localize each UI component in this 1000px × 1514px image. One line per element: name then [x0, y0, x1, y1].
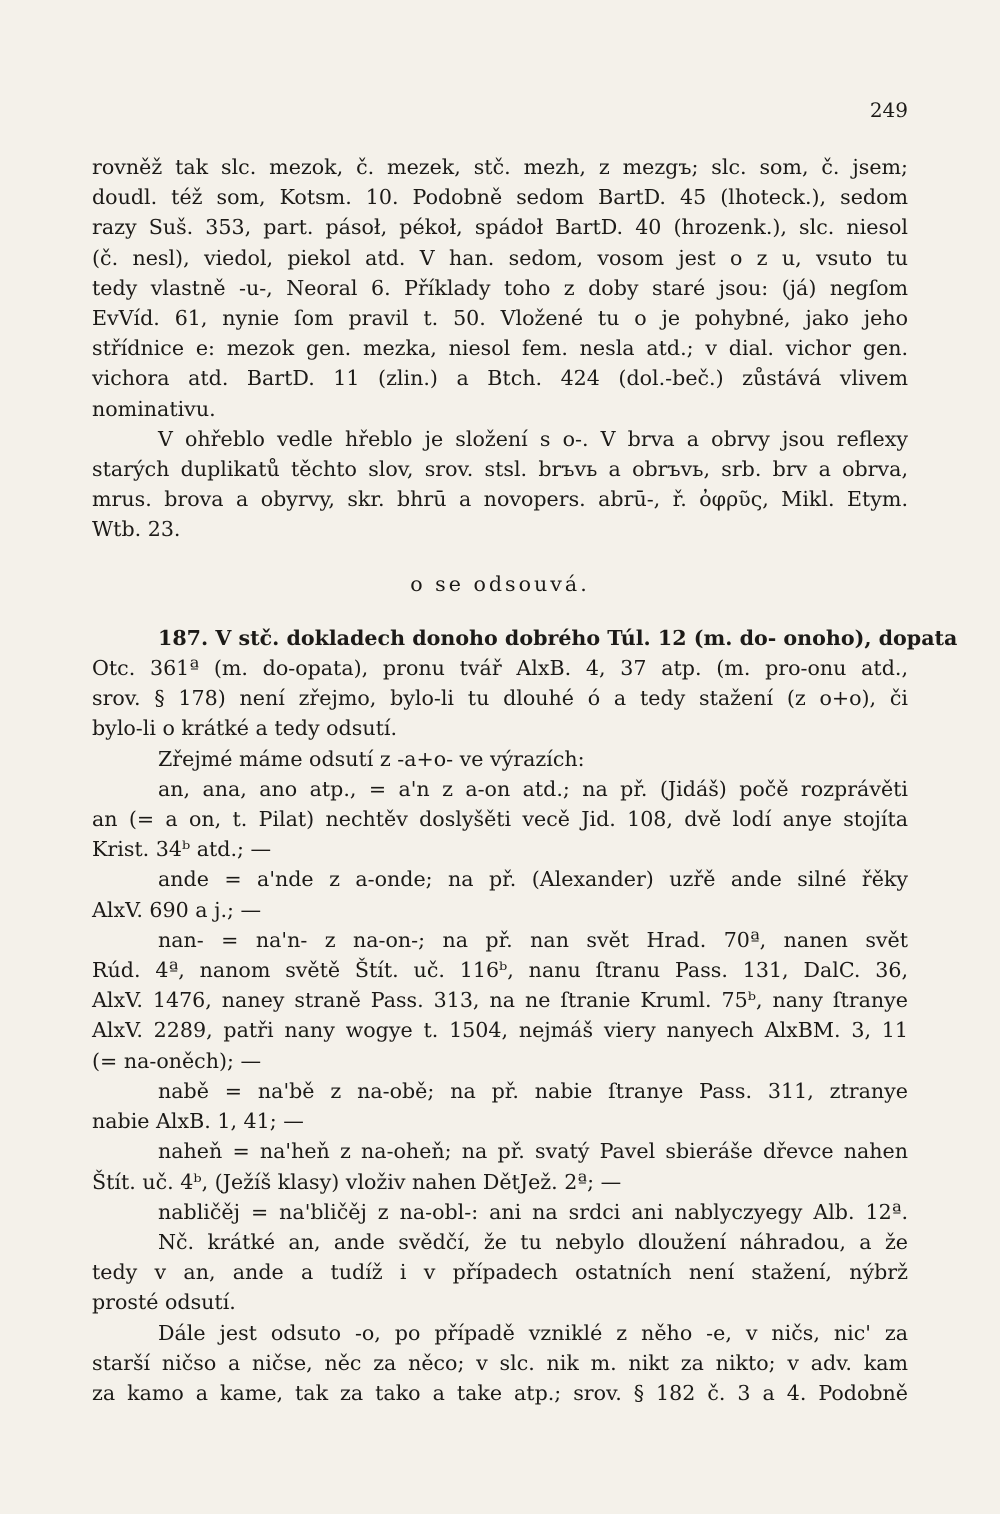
text-line: doudl. též som, Kotsm. 10. Podobně sedom BartD. 45 (lhoteck.), sedom	[92, 185, 908, 210]
text-line: naheň = na'heň z na-oheň; na př. svatý Pavel sbieráše dřevce nahen	[158, 1139, 908, 1164]
text-line: Zřejmé máme odsutí z -a+o- ve výrazích:	[158, 746, 585, 771]
text-line: V ohřeblo vedle hřeblo je složení s o-. V brva a obrvy jsou reflexy	[158, 426, 908, 451]
text-line: Wtb. 23.	[92, 517, 181, 542]
text-line: tedy v an, ande a tudíž i v případech ostatních není stažení, nýbrž	[92, 1260, 908, 1285]
text-line: razy Suš. 353, part. pásoł, pékoł, spádoł BartD. 40 (hrozenk.), slc. niesol	[92, 215, 908, 240]
page-number: 249	[869, 98, 908, 122]
text-line: mrus. brova a obyrvy, skr. bhrū a novopers. abrū-, ř. ὀφρῦς, Mikl. Etym.	[92, 487, 908, 512]
text-line: ande = a'nde z a-onde; na př. (Alexander) uzřě ande silné řěky	[158, 867, 908, 892]
section-187-line: 187. V stč. dokladech donoho dobrého Túl. 12 (m. do- onoho), dopata	[158, 625, 958, 650]
text-line: tedy vlastně -u-, Neoral 6. Příklady toho z doby staré jsou: (já) negſom	[92, 275, 908, 300]
text-line: Rúd. 4ª, nanom světě Štít. uč. 116ᵇ, nanu ſtranu Pass. 131, DalC. 36,	[92, 958, 908, 983]
text-line: starých duplikatů těchto slov, srov. stsl. brъvь a obrъvь, srb. brv a obrva,	[92, 457, 908, 482]
text-line: nabie AlxB. 1, 41; —	[92, 1109, 304, 1134]
text-line: nabličěj = na'bličěj z na-obl-: ani na srdci ani nablyczyegy Alb. 12ª.	[158, 1199, 908, 1224]
text-line: za kamo a kame, tak za tako a take atp.; srov. § 182 č. 3 a 4. Podobně	[92, 1380, 908, 1405]
text-line: an (= a on, t. Pilat) nechtěv doslyšěti vecě Jid. 108, dvě lodí anye stojíta	[92, 807, 908, 832]
text-line: starší ničso a ničse, něc za něco; v slc. nik m. nikt za nikto; v adv. kam	[92, 1350, 908, 1375]
section-heading: o se odsouvá.	[410, 571, 590, 596]
text-line: nabě = na'bě z na-obě; na př. nabie ſtranye Pass. 311, ztranye	[158, 1078, 908, 1103]
text-line: EvVíd. 61, nynie ſom pravil t. 50. Vložené tu o je pohybné, jako jeho	[92, 306, 908, 331]
text-line: AlxV. 1476, naney straně Pass. 313, na ne ſtranie Kruml. 75ᵇ, nany ſtranye	[92, 988, 908, 1013]
text-line: Nč. krátké an, ande svědčí, že tu nebylo dloužení náhradou, a že	[158, 1229, 908, 1254]
text-line: (č. nesl), viedol, piekol atd. V han. sedom, vosom jest o z u, vsuto tu	[92, 245, 908, 270]
text-line: rovněž tak slc. mezok, č. mezek, stč. mezh, z mezgъ; slc. som, č. jsem;	[92, 155, 908, 179]
text-line: AlxV. 2289, patři nany wogye t. 1504, nejmáš viery nanyech AlxBM. 3, 11	[92, 1018, 908, 1043]
text-line: (= na-oněch); —	[92, 1048, 262, 1073]
text-line: nominativu.	[92, 396, 216, 421]
text-line: bylo-li o krátké a tedy odsutí.	[92, 716, 397, 741]
body-text	[92, 152, 958, 1408]
text-line: an, ana, ano atp., = a'n z a-on atd.; na př. (Jidáš) počě rozprávěti	[158, 776, 908, 801]
text-line: střídnice e: mezok gen. mezka, niesol fem. nesla atd.; v dial. vichor gen.	[92, 336, 908, 361]
text-line: Krist. 34ᵇ atd.; —	[92, 837, 272, 862]
text-line: nan- = na'n- z na-on-; na př. nan svět Hrad. 70ª, nanen svět	[158, 927, 908, 952]
text-line: AlxV. 690 a j.; —	[92, 897, 262, 922]
text-line: Otc. 361ª (m. do-opata), pronu tvář AlxB. 4, 37 atp. (m. pro-onu atd.,	[92, 656, 908, 681]
text-line: Dále jest odsuto -o, po případě vzniklé z něho -e, v ničs, nic' za	[158, 1320, 908, 1345]
text-line: vichora atd. BartD. 11 (zlin.) a Btch. 424 (dol.-beč.) zůstává vlivem	[92, 366, 908, 391]
text-line: Štít. uč. 4ᵇ, (Ježíš klasy) vloživ nahen DětJež. 2ª; —	[92, 1169, 622, 1194]
text-line: srov. § 178) není zřejmo, bylo-li tu dlouhé ó a tedy stažení (z o+o), či	[92, 686, 908, 711]
text-line: prosté odsutí.	[92, 1290, 236, 1315]
